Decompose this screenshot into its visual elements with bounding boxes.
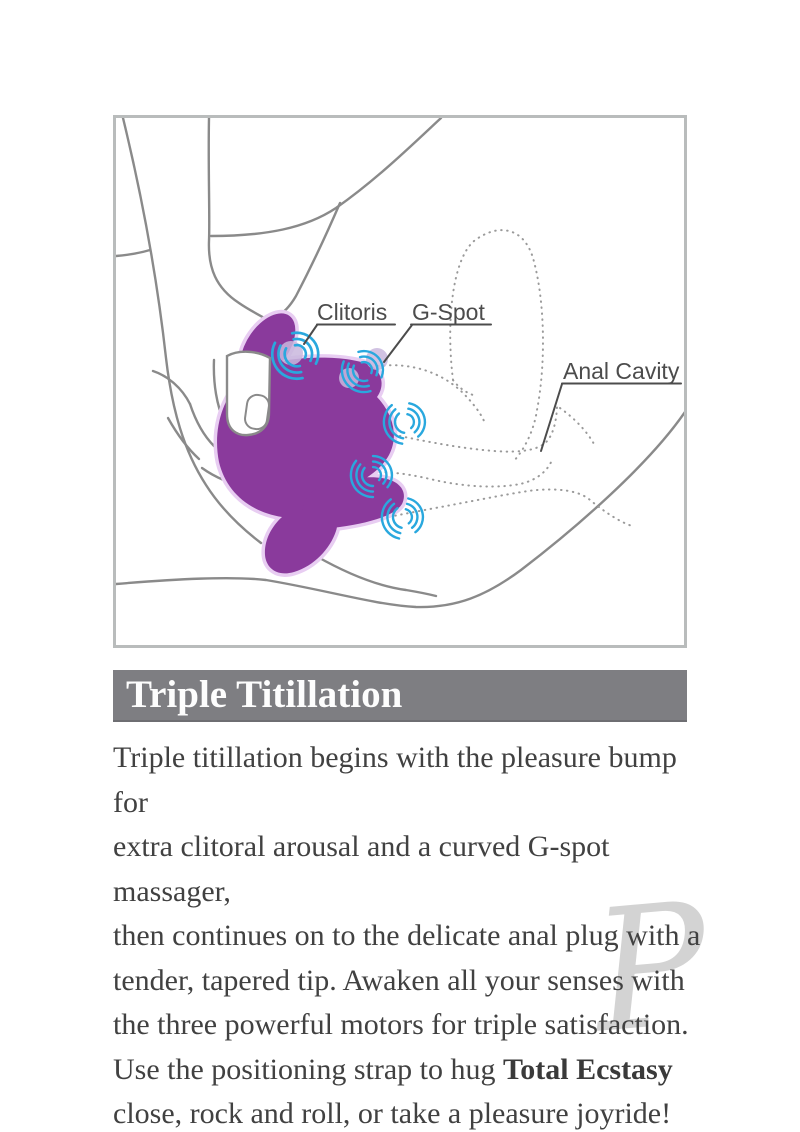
description-line: Use the positioning strap to hug Total Ecstasy (113, 1052, 673, 1086)
description-line: Triple titillation begins with the pleasure bump for (113, 741, 677, 819)
fingernail (244, 394, 271, 431)
product-name: Total Ecstasy (502, 1052, 673, 1086)
gspot-label: G-Spot (412, 299, 485, 325)
anatomy-diagram (113, 115, 687, 648)
description-line: extra clitoral arousal and a curved G-spot massager, (113, 830, 610, 908)
watermark-letter: P (585, 865, 716, 1071)
description-line: close, rock and roll, or take a pleasure joyride! (113, 1097, 672, 1130)
description-line: tender, tapered tip. Awaken all your senses with (113, 963, 685, 997)
clitoris-label: Clitoris (317, 299, 388, 325)
anal-cavity-label: Anal Cavity (563, 358, 680, 384)
description-paragraph (113, 736, 716, 1132)
section-title-bar (113, 670, 687, 722)
section-title: Triple Titillation (126, 673, 403, 716)
description-line: then continues on to the delicate anal plug with a (113, 919, 701, 952)
index-finger (227, 352, 270, 435)
massager (217, 304, 404, 574)
description-line: the three powerful motors for triple satisfaction. (113, 1008, 689, 1041)
